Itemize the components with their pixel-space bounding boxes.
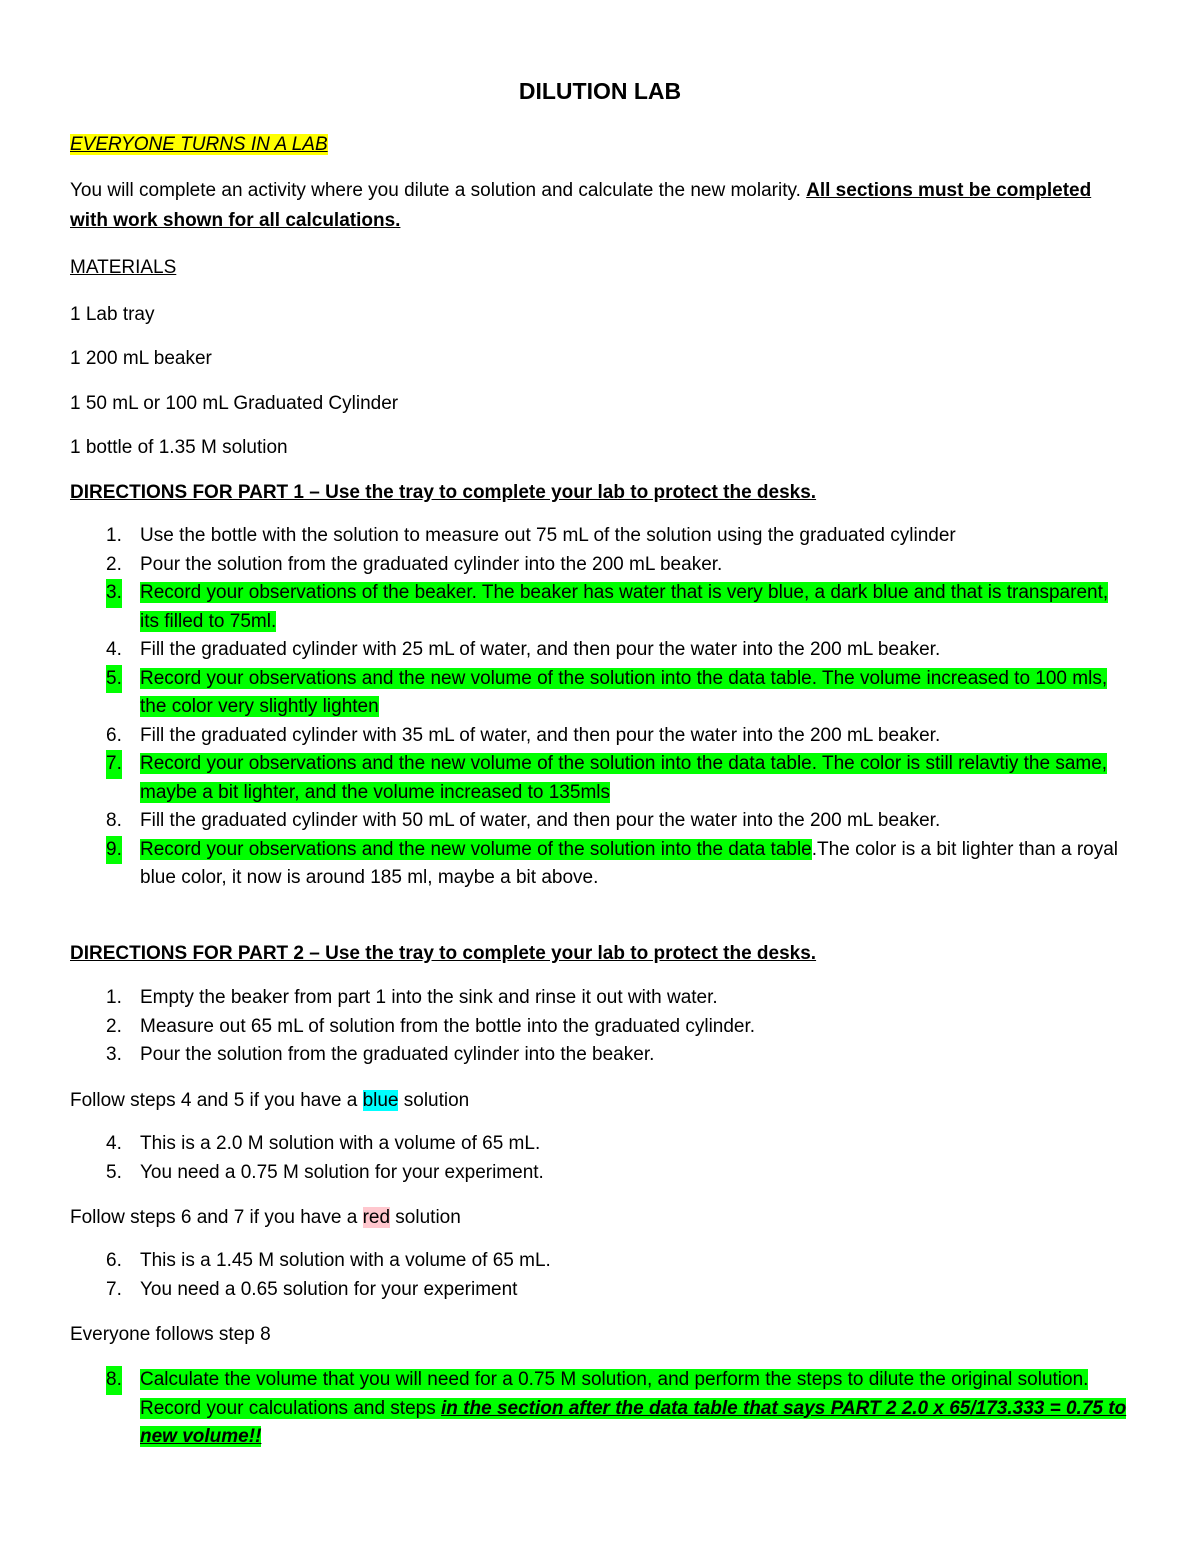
intro-paragraph — [70, 176, 1130, 236]
list-item: 1. Use the bottle with the solution to measure out 75 mL of the solution using the graduated cylinder — [106, 525, 956, 546]
blue-solution-line: Follow steps 4 and 5 if you have a blue solution — [70, 1090, 470, 1111]
list-item: 6. Fill the graduated cylinder with 35 mL of water, and then pour the water into the 200 mL beaker. — [106, 724, 941, 746]
material-item: 1 Lab tray — [70, 304, 155, 325]
red-solution-line: Follow steps 6 and 7 if you have a red solution — [70, 1207, 461, 1228]
part2-steps-b — [70, 1130, 1130, 1187]
part1-steps — [70, 522, 1130, 893]
everyone-line: Everyone follows step 8 — [70, 1324, 271, 1345]
intro-text: You will complete an activity where you dilute a solution and calculate the new molarity. — [70, 180, 807, 201]
material-item: 1 bottle of 1.35 M solution — [70, 437, 288, 458]
list-item: 4. This is a 2.0 M solution with a volume of 65 mL. — [106, 1133, 541, 1154]
part2-steps-c — [70, 1247, 1130, 1304]
part2-steps-a — [70, 984, 1130, 1070]
list-item: 2. Pour the solution from the graduated cylinder into the 200 mL beaker. — [106, 553, 723, 575]
part2-heading: DIRECTIONS FOR PART 2 – Use the tray to complete your lab to protect the desks. — [70, 943, 817, 964]
list-item: 5. You need a 0.75 M solution for your experiment. — [106, 1161, 544, 1183]
list-item: 8. Fill the graduated cylinder with 50 mL of water, and then pour the water into the 200 mL beaker. — [106, 810, 941, 831]
list-item-highlighted: 9. Record your observations and the new volume of the solution into the data table.The color is a bit lighter than a royal blue color, it now is around 185 ml, maybe a bit above. — [70, 836, 1130, 893]
intro-emphasis: All sections must be completed with work shown for all calculations. — [70, 180, 1092, 231]
blue-word: blue — [362, 1090, 399, 1111]
part2-step8 — [70, 1366, 1130, 1452]
list-item-highlighted: 3. Record your observations of the beaker. The beaker has water that is very blue, a dark blue and that is transparent, its filled to 75ml. — [70, 579, 1130, 636]
list-item-highlighted: 8. Calculate the volume that you will need for a 0.75 M solution, and perform the steps to dilute the original solution. Record your calculations and steps in the section after the data table that says PART 2 2.0 x 65/173.333 = 0.75 to new volume!! — [70, 1366, 1130, 1452]
step8-emphasis: in the section after the data table that says PART 2 2.0 x 65/173.333 = 0.75 to new volume!! — [140, 1397, 1127, 1447]
list-item: 7. You need a 0.65 solution for your experiment — [106, 1278, 518, 1300]
material-item: 1 200 mL beaker — [70, 348, 212, 369]
list-item: 4. Fill the graduated cylinder with 25 mL of water, and then pour the water into the 200 mL beaker. — [106, 639, 941, 660]
list-item: 2. Measure out 65 mL of solution from the bottle into the graduated cylinder. — [106, 1015, 756, 1037]
list-item: 6. This is a 1.45 M solution with a volume of 65 mL. — [106, 1250, 551, 1271]
list-item: 3. Pour the solution from the graduated cylinder into the beaker. — [106, 1044, 655, 1065]
material-item: 1 50 mL or 100 mL Graduated Cylinder — [70, 393, 399, 414]
page-title: DILUTION LAB — [518, 78, 682, 104]
list-item: 1. Empty the beaker from part 1 into the sink and rinse it out with water. — [106, 987, 718, 1008]
list-item-highlighted: 7. Record your observations and the new volume of the solution into the data table. The color is still relavtiy the same, maybe a bit lighter, and the volume increased to 135mls — [70, 750, 1130, 807]
red-word: red — [362, 1207, 391, 1228]
list-item-highlighted: 5. Record your observations and the new volume of the solution into the data table. The volume increased to 100 mls, the color very slightly lighten — [70, 665, 1130, 722]
notice — [70, 130, 1130, 160]
materials-heading: MATERIALS — [70, 257, 177, 278]
part1-heading: DIRECTIONS FOR PART 1 – Use the tray to complete your lab to protect the desks. — [70, 482, 817, 503]
notice-text: EVERYONE TURNS IN A LAB — [70, 134, 328, 155]
